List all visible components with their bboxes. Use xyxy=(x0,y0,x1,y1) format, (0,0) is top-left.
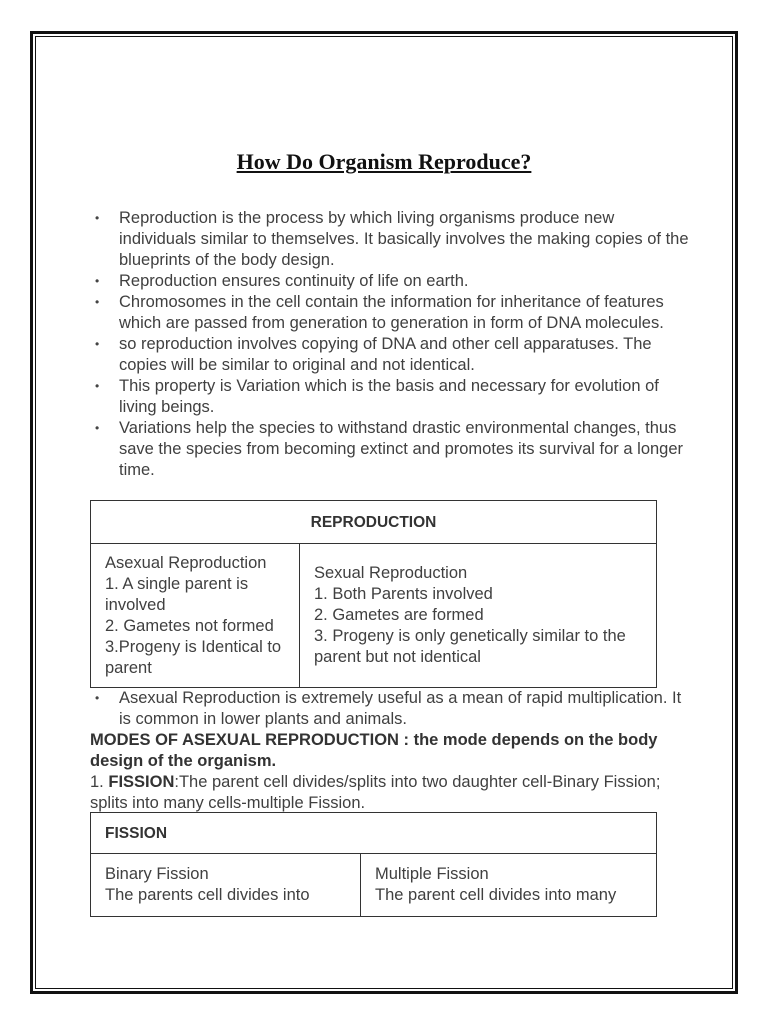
asexual-point: 3.Progeny is Identical to parent xyxy=(105,637,282,677)
bullet-item: • Variations help the species to withstand drastic environmental changes, thus save the species from becoming extinct and promotes its survival for a longer time. xyxy=(90,418,690,481)
sexual-point: 2. Gametes are formed xyxy=(314,606,484,624)
bullet-item: • This property is Variation which is the basis and necessary for evolution of living beings. xyxy=(90,376,690,418)
post-table-bullet-list xyxy=(90,688,690,730)
multiple-fission-title: Multiple Fission xyxy=(375,865,489,883)
sexual-title: Sexual Reproduction xyxy=(314,564,468,582)
fission-text: :The parent cell divides/splits into two daughter cell-Binary Fission; splits into many cells-multiple Fission. xyxy=(90,773,661,812)
reproduction-table xyxy=(90,500,657,688)
asexual-reproduction-cell xyxy=(91,544,300,688)
page-title: How Do Organism Reproduce? xyxy=(236,149,532,174)
reproduction-table-header: REPRODUCTION xyxy=(91,501,657,544)
bullet-item: • Chromosomes in the cell contain the information for inheritance of features which are passed from generation to generation in form of DNA molecules. xyxy=(90,292,690,334)
fission-table xyxy=(90,812,657,917)
sexual-point: 1. Both Parents involved xyxy=(314,585,493,603)
bullet-item: • so reproduction involves copying of DNA and other cell apparatuses. The copies will be similar to original and not identical. xyxy=(90,334,690,376)
fission-paragraph xyxy=(90,772,670,814)
asexual-title: Asexual Reproduction xyxy=(105,553,267,572)
binary-fission-title: Binary Fission xyxy=(105,865,209,883)
bullet-item: • Reproduction is the process by which living organisms produce new individuals similar to themselves. It basically involves the making copies of the blueprints of the body design. xyxy=(90,208,690,271)
binary-fission-text: The parents cell divides into xyxy=(105,886,310,904)
fission-number: 1. xyxy=(90,773,104,791)
modes-heading: MODES OF ASEXUAL REPRODUCTION : the mode depends on the body design of the organism. xyxy=(90,731,658,770)
multiple-fission-text: The parent cell divides into many xyxy=(375,886,617,904)
asexual-point: 2. Gametes not formed xyxy=(105,616,274,635)
bullet-item: • Asexual Reproduction is extremely useful as a mean of rapid multiplication. It is common in lower plants and animals. xyxy=(90,688,690,730)
fission-table-header: FISSION xyxy=(91,813,657,854)
asexual-point: 1. A single parent is involved xyxy=(105,574,249,614)
binary-fission-cell xyxy=(91,854,361,917)
intro-bullet-list xyxy=(90,208,690,481)
multiple-fission-cell xyxy=(361,854,657,917)
sexual-reproduction-cell xyxy=(300,544,657,688)
bullet-item: • Reproduction ensures continuity of life on earth. xyxy=(90,271,690,292)
sexual-point: 3. Progeny is only genetically similar to the parent but not identical xyxy=(314,627,626,666)
fission-term: FISSION xyxy=(108,773,175,791)
